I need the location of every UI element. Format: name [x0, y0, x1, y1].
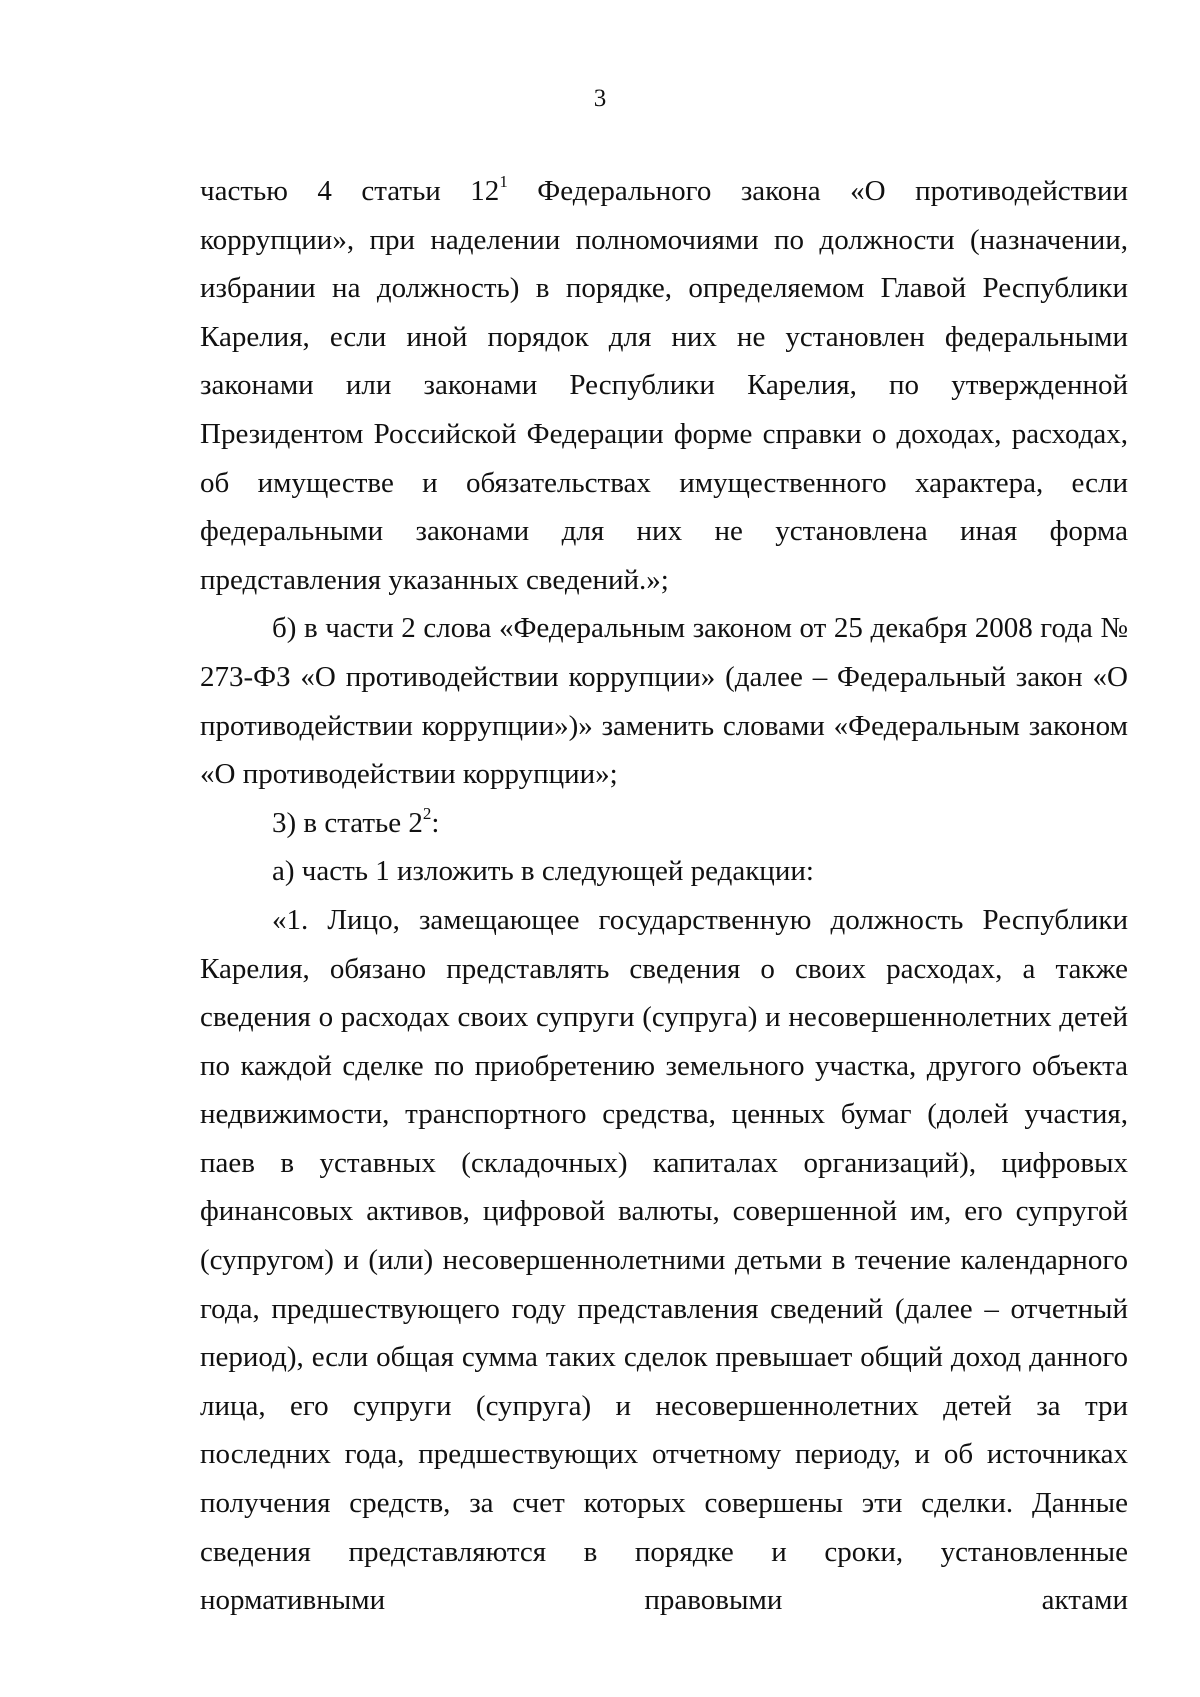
superscript-index: 2	[422, 804, 432, 824]
paragraph-text: Федерального закона «О противодействии коррупции», при наделении полномочиями по должности (назначении, избрании на должность) в порядке, определяемом Главой Республики Карелия, если иной порядок для них не установлен федеральными законами или законами Республики Карелия, по утвержденной Президентом Российской Федерации форме справки о доходах, расходах, об имуществе и обязательствах имущественного характера, если федеральными законами для них не установлена иная форма представления указанных сведений.»;	[200, 175, 1129, 596]
superscript-index: 1	[499, 172, 508, 192]
paragraph-item-b: б) в части 2 слова «Федеральным законом от 25 декабря 2008 года № 273-ФЗ «О противодействии коррупции» (далее – Федеральный закон «О противодействии коррупции»)» заменить словами «Федеральным законом «О противодействии коррупции»;	[200, 612, 1128, 791]
page-number: 3	[593, 85, 607, 112]
paragraph-quoted-part-1: «1. Лицо, замещающее государственную должность Республики Карелия, обязано представлять сведения о своих расходах, а также сведения о расходах своих супруги (супруга) и несовершеннолетних детей по каждой сделке по приобретению земельного участка, другого объекта недвижимости, транспортного средства, ценных бумаг (долей участия, паев в уставных (складочных) капиталах организаций), цифровых финансовых активов, цифровой валюты, совершенной им, его супругой (супругом) и (или) несовершеннолетними детьми в течение календарного года, предшествующего году представления сведений (далее – отчетный период), если общая сумма таких сделок превышает общий доход данного лица, его супруги (супруга) и несовершеннолетних детей за три последних года, предшествующих отчетному периоду, и об источниках получения средств, за счет которых совершены эти сделки. Данные сведения представляются в порядке и сроки, установленные нормативными правовыми актами	[200, 903, 1128, 1617]
paragraph-continuation	[200, 167, 1128, 604]
paragraph-text: :	[431, 806, 440, 839]
paragraph-item-a: а) часть 1 изложить в следующей редакции:	[272, 855, 814, 888]
document-body	[200, 167, 1128, 1625]
paragraph-text: частью 4 статьи 12	[200, 175, 500, 207]
paragraph-item-3	[200, 799, 1128, 848]
paragraph-text: 3) в статье 2	[272, 806, 423, 839]
